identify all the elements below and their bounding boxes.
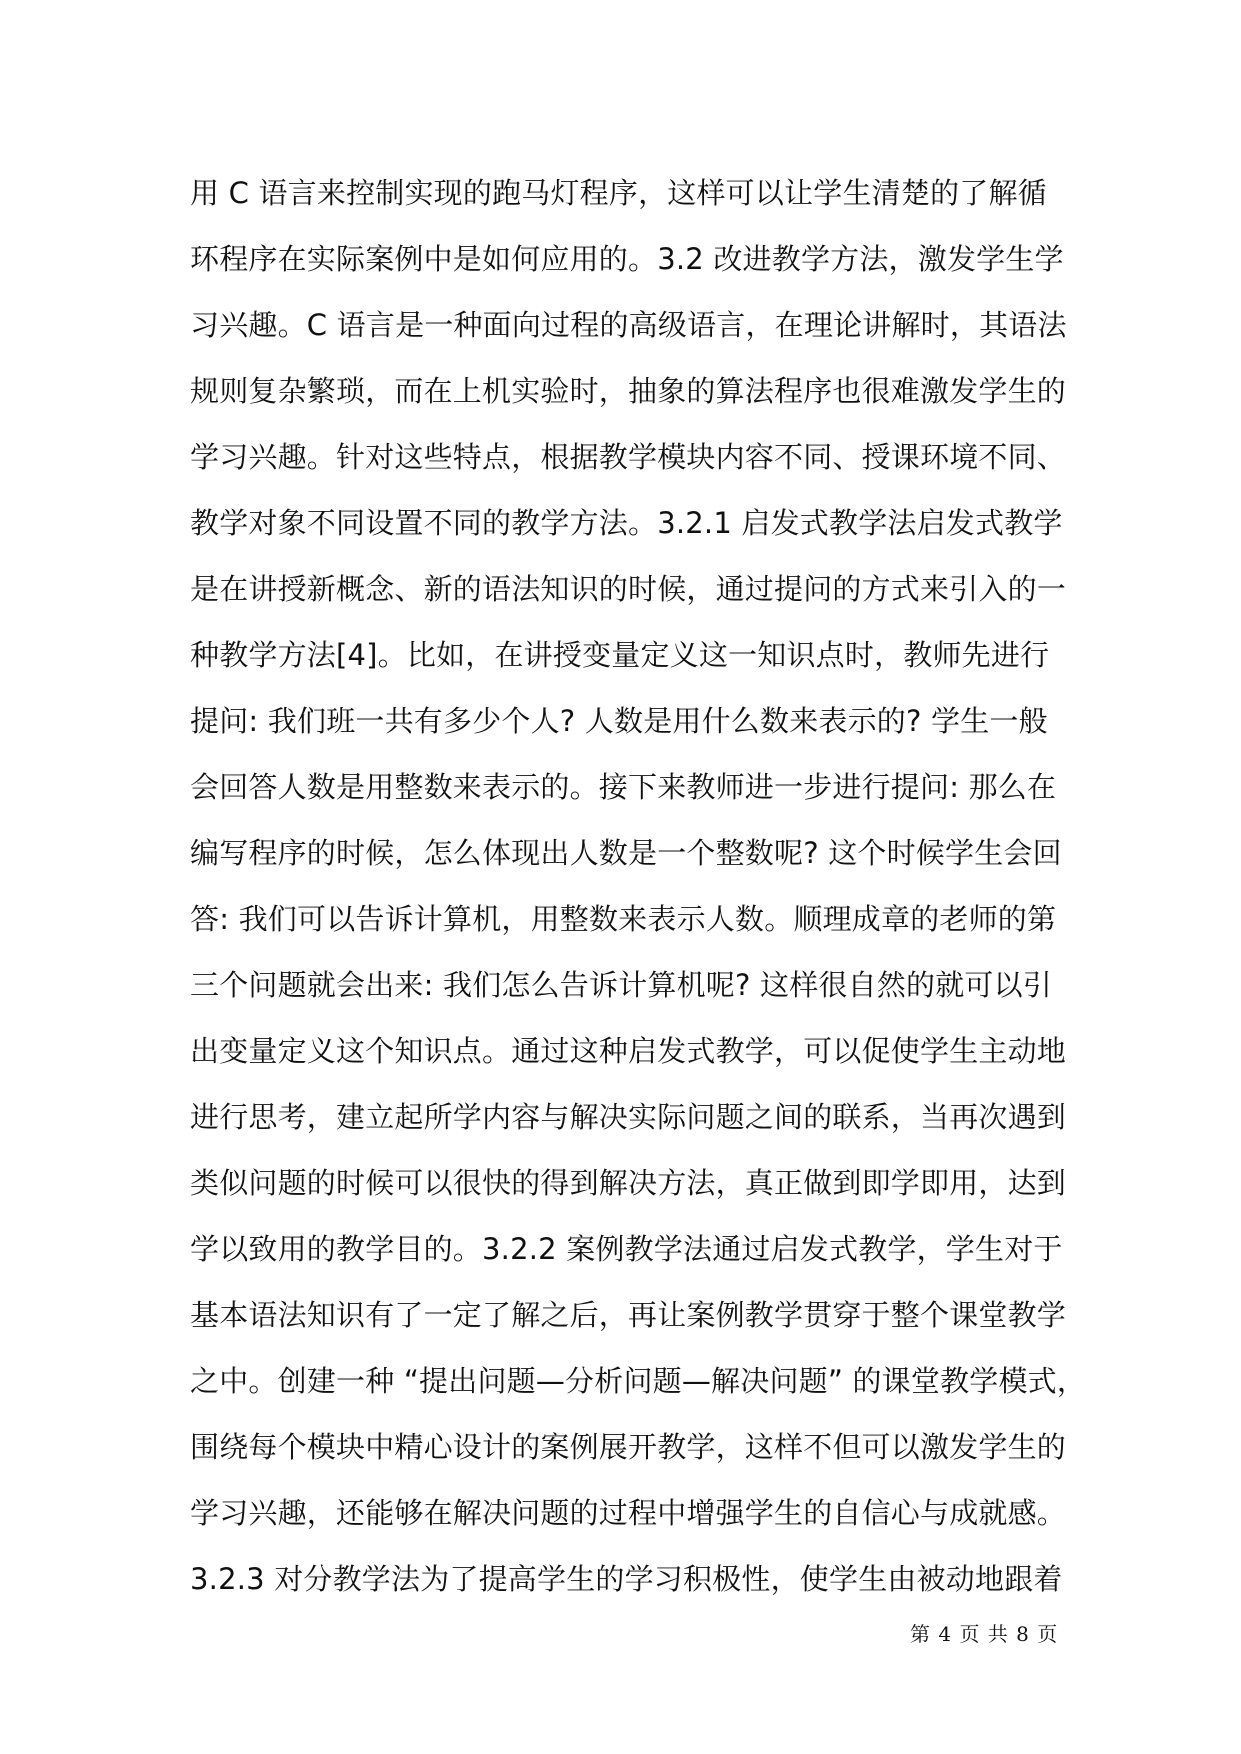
text-line: 教学对象不同设置不同的教学方法。3.2.1 启发式教学法启发式教学 — [190, 506, 1063, 540]
text-line: 学以致用的教学目的。3.2.2 案例教学法通过启发式教学，学生对于 — [190, 1232, 1063, 1266]
text-line: 答: 我们可以告诉计算机，用整数来表示人数。顺理成章的老师的第 — [190, 902, 1057, 936]
text-line: 规则复杂繁琐，而在上机实验时，抽象的算法程序也很难激发学生的 — [190, 374, 1067, 408]
body-text — [190, 160, 1087, 1612]
text-line: 围绕每个模块中精心设计的案例展开教学，这样不但可以激发学生的 — [190, 1430, 1067, 1464]
text-line: 3.2.3 对分教学法为了提高学生的学习积极性，使学生由被动地跟着 — [190, 1562, 1063, 1596]
text-line: 基本语法知识有了一定了解之后，再让案例教学贯穿于整个课堂教学 — [190, 1298, 1067, 1332]
text-line: 用 C 语言来控制实现的跑马灯程序，这样可以让学生清楚的了解循 — [190, 176, 1047, 210]
text-line: 提问: 我们班一共有多少个人? 人数是用什么数来表示的? 学生一般 — [190, 704, 1048, 738]
text-line: 出变量定义这个知识点。通过这种启发式教学，可以促使学生主动地 — [190, 1034, 1067, 1068]
text-line: 类似问题的时候可以很快的得到解决方法，真正做到即学即用，达到 — [190, 1166, 1067, 1200]
text-line: 会回答人数是用整数来表示的。接下来教师进一步进行提问: 那么在 — [190, 770, 1057, 804]
text-line: 进行思考，建立起所学内容与解决实际问题之间的联系，当再次遇到 — [190, 1100, 1067, 1134]
text-line: 之中。创建一种 “提出问题—分析问题—解决问题” 的课堂教学模式， — [190, 1364, 1087, 1398]
text-line: 学习兴趣，还能够在解决问题的过程中增强学生的自信心与成就感。 — [190, 1496, 1067, 1530]
text-line: 习兴趣。C 语言是一种面向过程的高级语言，在理论讲解时，其语法 — [190, 308, 1067, 342]
text-line: 编写程序的时候，怎么体现出人数是一个整数呢? 这个时候学生会回 — [190, 836, 1062, 870]
page-number-footer: 第 4 页 共 8 页 — [910, 1622, 1059, 1646]
text-line: 是在讲授新概念、新的语法知识的时候，通过提问的方式来引入的一 — [190, 572, 1067, 606]
text-line: 三个问题就会出来: 我们怎么告诉计算机呢? 这样很自然的就可以引 — [190, 968, 1053, 1002]
text-line: 环程序在实际案例中是如何应用的。3.2 改进教学方法，激发学生学 — [190, 242, 1064, 276]
text-line: 种教学方法[4]。比如，在讲授变量定义这一知识点时，教师先进行 — [190, 638, 1050, 672]
text-line: 学习兴趣。针对这些特点，根据教学模块内容不同、授课环境不同、 — [190, 440, 1067, 474]
